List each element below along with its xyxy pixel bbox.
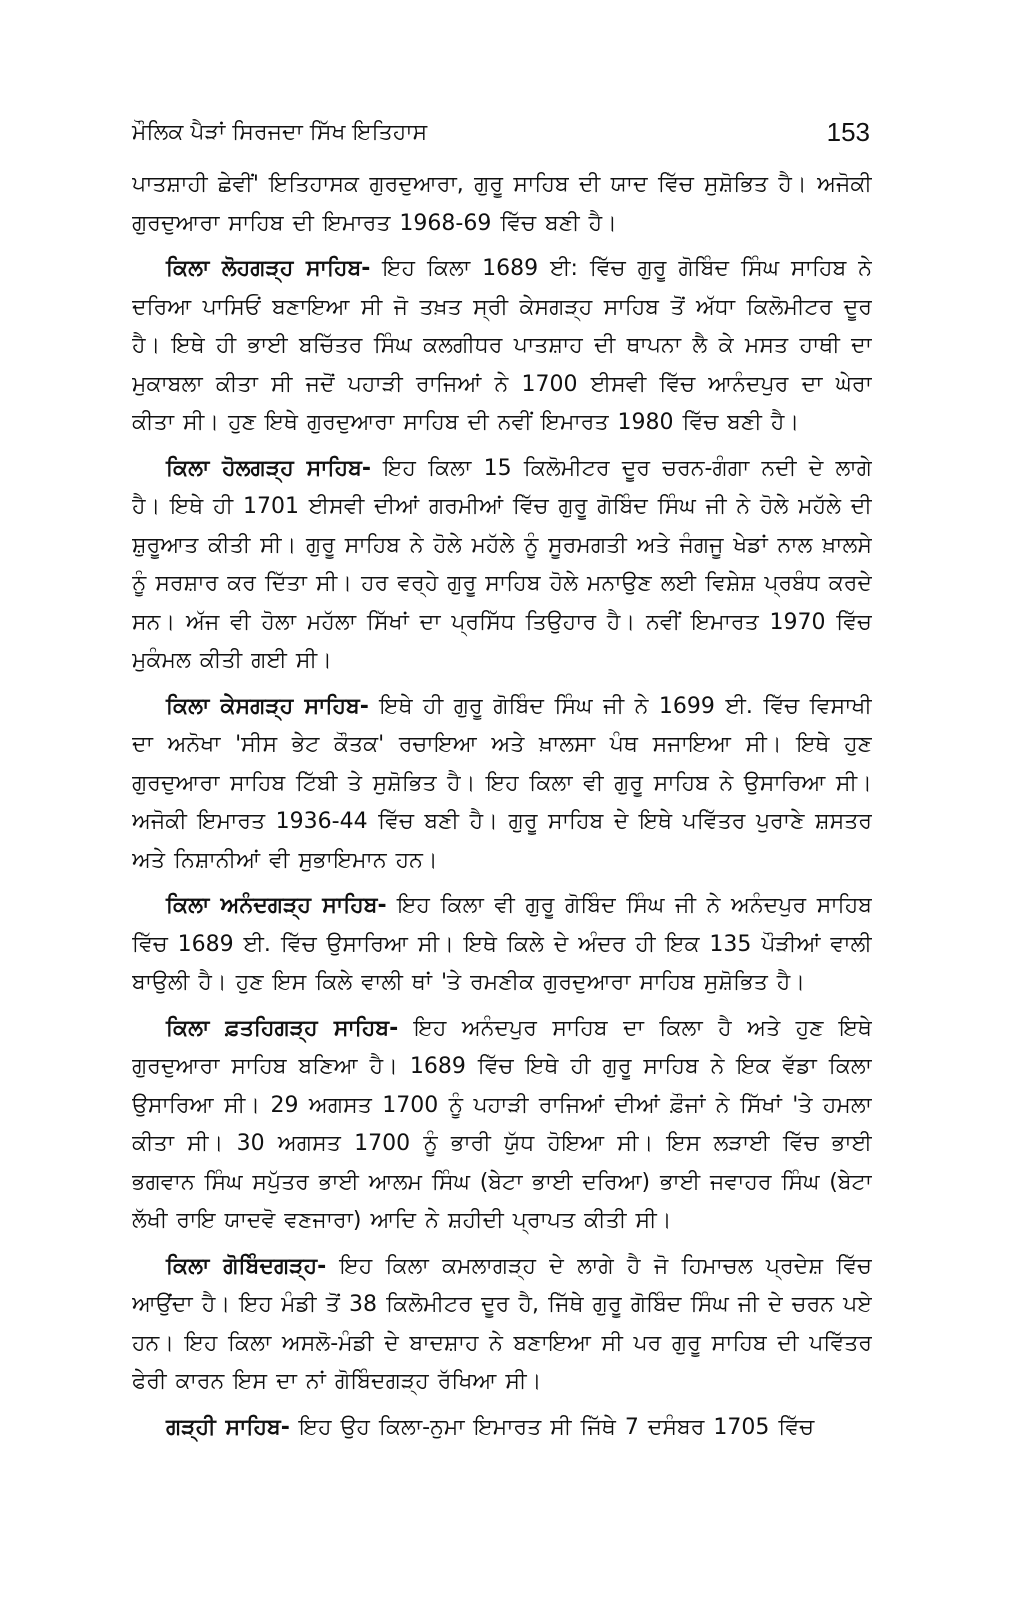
paragraph-heading: ਗੜ੍ਹੀ ਸਾਹਿਬ- [166,1414,290,1440]
paragraph-anandgarh [132,887,872,1003]
paragraph-text: ਇਹ ਉਹ ਕਿਲਾ-ਨੁਮਾ ਇਮਾਰਤ ਸੀ ਜਿੱਥੇ 7 ਦਸੰਬਰ 1705 ਵਿੱਚ [289,1414,815,1440]
paragraph-text: ਇਥੇ ਹੀ ਗੁਰੂ ਗੋਬਿੰਦ ਸਿੰਘ ਜੀ ਨੇ 1699 ਈ. ਵਿੱਚ ਵਿਸਾਖੀ ਦਾ ਅਨੋਖਾ 'ਸੀਸ ਭੇਟ ਕੌਤਕ' ਰਚਾਇਆ ਅਤੇ ਖ਼ਾਲਸਾ ਪੰਥ ਸਜਾਇਆ ਸੀ। ਇਥੇ ਹੁਣ ਗੁਰਦੁਆਰਾ ਸਾਹਿਬ ਟਿੱਬੀ ਤੇ ਸੁਸ਼ੋਭਿਤ ਹੈ। ਇਹ ਕਿਲਾ ਵੀ ਗੁਰੂ ਸਾਹਿਬ ਨੇ ਉਸਾਰਿਆ ਸੀ। ਅਜੋਕੀ ਇਮਾਰਤ 1936-44 ਵਿੱਚ ਬਣੀ ਹੈ। ਗੁਰੂ ਸਾਹਿਬ ਦੇ ਇਥੇ ਪਵਿੱਤਰ ਪੁਰਾਣੇ ਸ਼ਸਤਰ ਅਤੇ ਨਿਸ਼ਾਨੀਆਂ ਵੀ ਸੁਭਾਇਮਾਨ ਹਨ। [132,693,872,873]
running-header [132,118,870,152]
body-text [132,166,872,1576]
paragraph-text: ਇਹ ਕਿਲਾ ਵੀ ਗੁਰੂ ਗੋਬਿੰਦ ਸਿੰਘ ਜੀ ਨੇ ਅਨੰਦਪੁਰ ਸਾਹਿਬ ਵਿੱਚ 1689 ਈ. ਵਿੱਚ ਉਸਾਰਿਆ ਸੀ। ਇਥੇ ਕਿਲੇ ਦੇ ਅੰਦਰ ਹੀ ਇਕ 135 ਪੌੜੀਆਂ ਵਾਲੀ ਬਾਉਲੀ ਹੈ। ਹੁਣ ਇਸ ਕਿਲੇ ਵਾਲੀ ਥਾਂ 'ਤੇ ਰਮਣੀਕ ਗੁਰਦੁਆਰਾ ਸਾਹਿਬ ਸੁਸ਼ੋਭਿਤ ਹੈ। [132,893,872,995]
paragraph-heading: ਕਿਲਾ ਅਨੰਦਗੜ੍ਹ ਸਾਹਿਬ- [166,893,387,918]
paragraph-gobindgarh [132,1248,872,1402]
paragraph-heading: ਕਿਲਾ ਲੋਹਗੜ੍ਹ ਸਾਹਿਬ- [166,256,371,281]
paragraph-lohgarh [132,250,872,443]
paragraph-text: ਇਹ ਕਿਲਾ 15 ਕਿਲੋਮੀਟਰ ਦੂਰ ਚਰਨ-ਗੰਗਾ ਨਦੀ ਦੇ ਲਾਗੇ ਹੈ। ਇਥੇ ਹੀ 1701 ਈਸਵੀ ਦੀਆਂ ਗਰਮੀਆਂ ਵਿੱਚ ਗੁਰੂ ਗੋਬਿੰਦ ਸਿੰਘ ਜੀ ਨੇ ਹੋਲੇ ਮਹੱਲੇ ਦੀ ਸ਼ੁਰੂਆਤ ਕੀਤੀ ਸੀ। ਗੁਰੂ ਸਾਹਿਬ ਨੇ ਹੋਲੇ ਮਹੱਲੇ ਨੂੰ ਸੂਰਮਗਤੀ ਅਤੇ ਜੰਗਜੂ ਖੇਡਾਂ ਨਾਲ ਖ਼ਾਲਸੇ ਨੂੰ ਸਰਸ਼ਾਰ ਕਰ ਦਿੱਤਾ ਸੀ। ਹਰ ਵਰ੍ਹੇ ਗੁਰੂ ਸਾਹਿਬ ਹੋਲੇ ਮਨਾਉਣ ਲਈ ਵਿਸ਼ੇਸ਼ ਪ੍ਰਬੰਧ ਕਰਦੇ ਸਨ। ਅੱਜ ਵੀ ਹੋਲਾ ਮਹੱਲਾ ਸਿੱਖਾਂ ਦਾ ਪ੍ਰਸਿੱਧ ਤਿਉਹਾਰ ਹੈ। ਨਵੀਂ ਇਮਾਰਤ 1970 ਵਿੱਚ ਮੁਕੰਮਲ ਕੀਤੀ ਗਈ ਸੀ। [132,455,872,673]
paragraph-text: ਇਹ ਕਿਲਾ 1689 ਈ: ਵਿੱਚ ਗੁਰੂ ਗੋਬਿੰਦ ਸਿੰਘ ਸਾਹਿਬ ਨੇ ਦਰਿਆ ਪਾਸਿਓਂ ਬਣਾਇਆ ਸੀ ਜੋ ਤਖ਼ਤ ਸ੍ਰੀ ਕੇਸਗੜ੍ਹ ਸਾਹਿਬ ਤੋਂ ਅੱਧਾ ਕਿਲੋਮੀਟਰ ਦੂਰ ਹੈ। ਇਥੇ ਹੀ ਭਾਈ ਬਚਿੱਤਰ ਸਿੰਘ ਕਲਗੀਧਰ ਪਾਤਸ਼ਾਹ ਦੀ ਥਾਪਨਾ ਲੈ ਕੇ ਮਸਤ ਹਾਥੀ ਦਾ ਮੁਕਾਬਲਾ ਕੀਤਾ ਸੀ ਜਦੋਂ ਪਹਾੜੀ ਰਾਜਿਆਂ ਨੇ 1700 ਈਸਵੀ ਵਿੱਚ ਆਨੰਦਪੁਰ ਦਾ ਘੇਰਾ ਕੀਤਾ ਸੀ। ਹੁਣ ਇਥੇ ਗੁਰਦੁਆਰਾ ਸਾਹਿਬ ਦੀ ਨਵੀਂ ਇਮਾਰਤ 1980 ਵਿੱਚ ਬਣੀ ਹੈ। [132,256,872,435]
running-title: ਮੌਲਿਕ ਪੈੜਾਂ ਸਿਰਜਦਾ ਸਿੱਖ ਇਤਿਹਾਸ [132,120,428,145]
paragraph-holgarh [132,450,872,681]
paragraph-text: ਇਹ ਅਨੰਦਪੁਰ ਸਾਹਿਬ ਦਾ ਕਿਲਾ ਹੈ ਅਤੇ ਹੁਣ ਇਥੇ ਗੁਰਦੁਆਰਾ ਸਾਹਿਬ ਬਣਿਆ ਹੈ। 1689 ਵਿੱਚ ਇਥੇ ਹੀ ਗੁਰੂ ਸਾਹਿਬ ਨੇ ਇਕ ਵੱਡਾ ਕਿਲਾ ਉਸਾਰਿਆ ਸੀ। 29 ਅਗਸਤ 1700 ਨੂੰ ਪਹਾੜੀ ਰਾਜਿਆਂ ਦੀਆਂ ਫ਼ੌਜਾਂ ਨੇ ਸਿੱਖਾਂ 'ਤੇ ਹਮਲਾ ਕੀਤਾ ਸੀ। 30 ਅਗਸਤ 1700 ਨੂੰ ਭਾਰੀ ਯੁੱਧ ਹੋਇਆ ਸੀ। ਇਸ ਲੜਾਈ ਵਿੱਚ ਭਾਈ ਭਗਵਾਨ ਸਿੰਘ ਸਪੁੱਤਰ ਭਾਈ ਆਲਮ ਸਿੰਘ (ਬੇਟਾ ਭਾਈ ਦਰਿਆ) ਭਾਈ ਜਵਾਹਰ ਸਿੰਘ (ਬੇਟਾ ਲੱਖੀ ਰਾਇ ਯਾਦਵੋ ਵਣਜਾਰਾ) ਆਦਿ ਨੇ ਸ਼ਹੀਦੀ ਪ੍ਰਾਪਤ ਕੀਤੀ ਸੀ। [132,1015,872,1233]
paragraph-heading: ਕਿਲਾ ਕੇਸਗੜ੍ਹ ਸਾਹਿਬ- [166,693,369,719]
page-number: 153 [826,117,870,147]
paragraph-garhi-sahib [132,1409,872,1448]
paragraph-text: ਇਹ ਕਿਲਾ ਕਮਲਾਗੜ੍ਹ ਦੇ ਲਾਗੇ ਹੈ ਜੋ ਹਿਮਾਚਲ ਪ੍ਰਦੇਸ਼ ਵਿੱਚ ਆਉਂਦਾ ਹੈ। ਇਹ ਮੰਡੀ ਤੋਂ 38 ਕਿਲੋਮੀਟਰ ਦੂਰ ਹੈ, ਜਿੱਥੇ ਗੁਰੂ ਗੋਬਿੰਦ ਸਿੰਘ ਜੀ ਦੇ ਚਰਨ ਪਏ ਹਨ। ਇਹ ਕਿਲਾ ਅਸਲੋ-ਮੰਡੀ ਦੇ ਬਾਦਸ਼ਾਹ ਨੇ ਬਣਾਇਆ ਸੀ ਪਰ ਗੁਰੂ ਸਾਹਿਬ ਦੀ ਪਵਿੱਤਰ ਫੇਰੀ ਕਾਰਨ ਇਸ ਦਾ ਨਾਂ ਗੋਬਿੰਦਗੜ੍ਹ ਰੱਖਿਆ ਸੀ। [132,1253,872,1394]
paragraph-continuation [132,166,872,243]
paragraph-kesgarh [132,688,872,881]
paragraph-fatehgarh [132,1010,872,1241]
paragraph-heading: ਕਿਲਾ ਹੋਲਗੜ੍ਹ ਸਾਹਿਬ- [166,455,372,481]
paragraph-text: ਪਾਤਸ਼ਾਹੀ ਛੇਵੀਂ' ਇਤਿਹਾਸਕ ਗੁਰਦੁਆਰਾ, ਗੁਰੂ ਸਾਹਿਬ ਦੀ ਯਾਦ ਵਿੱਚ ਸੁਸ਼ੋਭਿਤ ਹੈ। ਅਜੋਕੀ ਗੁਰਦੁਆਰਾ ਸਾਹਿਬ ਦੀ ਇਮਾਰਤ 1968-69 ਵਿੱਚ ਬਣੀ ਹੈ। [132,172,872,236]
paragraph-heading: ਕਿਲਾ ਗੋਬਿੰਦਗੜ੍ਹ- [166,1253,327,1279]
paragraph-heading: ਕਿਲਾ ਫ਼ਤਹਿਗੜ੍ਹ ਸਾਹਿਬ- [166,1015,399,1041]
